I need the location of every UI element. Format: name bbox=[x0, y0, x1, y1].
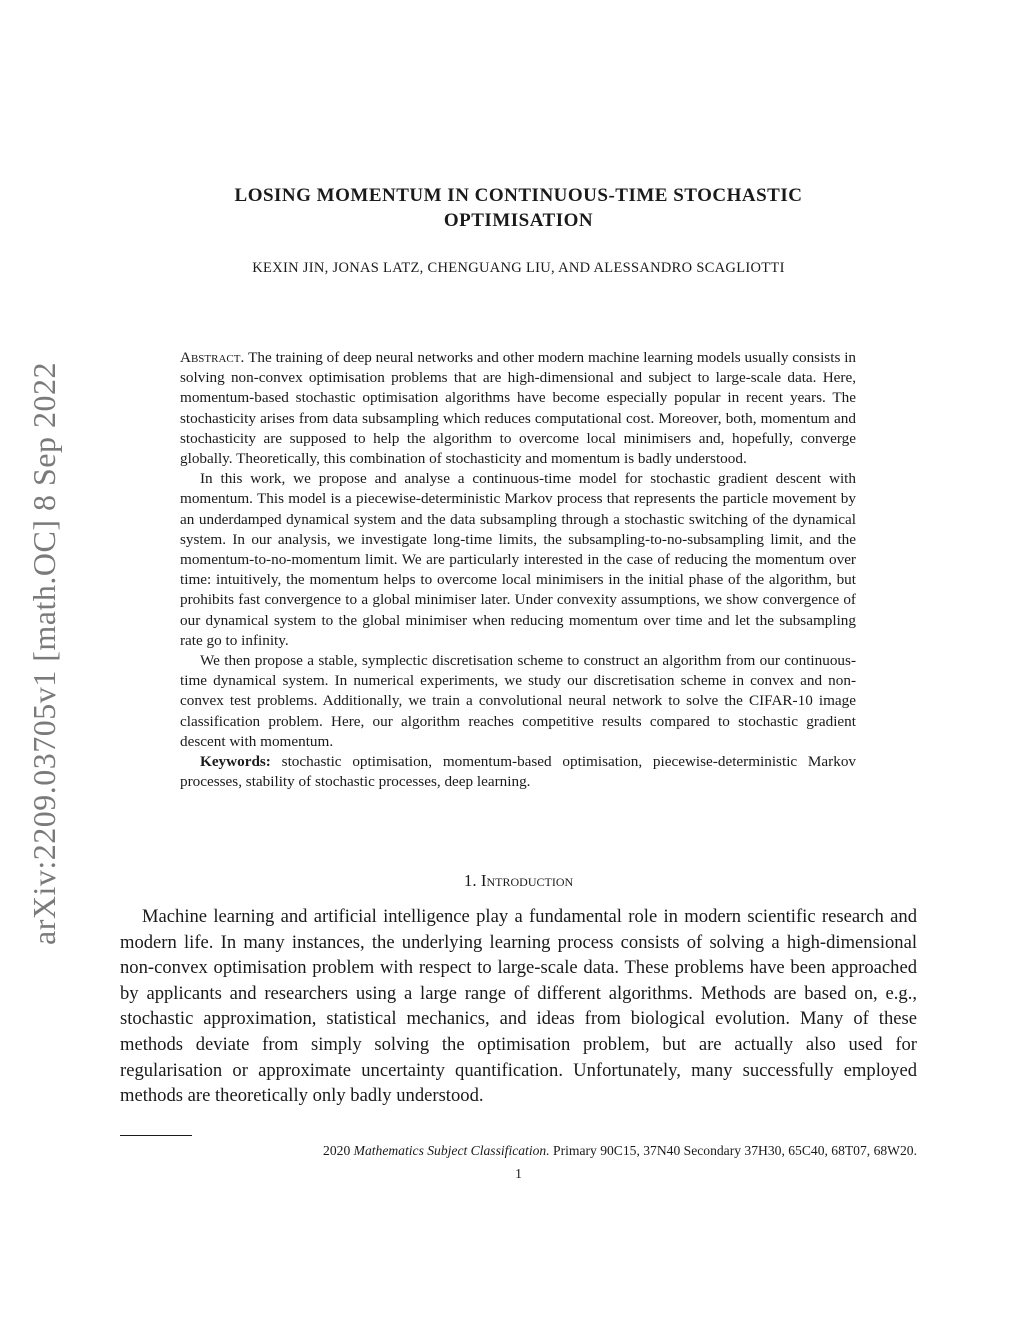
page-number: 1 bbox=[515, 1166, 522, 1181]
arxiv-identifier: arXiv:2209.03705v1 [math.OC] 8 Sep 2022 bbox=[26, 362, 62, 945]
section-heading-introduction bbox=[120, 871, 917, 891]
section-title: Introduction bbox=[480, 871, 574, 890]
paper-title bbox=[120, 183, 917, 233]
abstract-paragraph-1 bbox=[180, 348, 856, 469]
abstract bbox=[180, 348, 856, 792]
abstract-label: Abstract. bbox=[180, 349, 245, 366]
section-number: 1. bbox=[463, 871, 477, 890]
introduction-paragraph: Machine learning and artificial intelligence play a fundamental role in modern scientific research and modern life. In many instances, the underlying learning process consists of solving a high-dimensional non-convex optimisation problem with respect to large-scale data. These problems have been approached by applicants and researchers using a large range of different algorithms. Methods are based on, e.g., stochastic approximation, statistical mechanics, and ideas from biological evolution. Many of these methods deviate from simply solving the optimisation problem, but are actually also used for regularisation or approximate uncertainty quantification. Unfortunately, many successfully employed methods are theoretically only badly understood. bbox=[120, 906, 917, 1107]
abstract-paragraph-2: In this work, we propose and analyse a continuous-time model for stochastic gradient descent with momentum. This model is a piecewise-deterministic Markov process that represents the particle movement by an underdamped dynamical system and the data subsampling through a stochastic switching of the dynamical system. In our analysis, we investigate long-time limits, the subsampling-to-no-subsampling limit, and the momentum-to-no-momentum limit. We are particularly interested in the case of reducing the momentum over time: intuitively, the momentum helps to overcome local minimisers in the initial phase of the algorithm, but prohibits fast convergence to a global minimiser later. Under convexity assumptions, we show convergence of our dynamical system to the global minimiser when reducing momentum over time and let the subsampling rate go to infinity. bbox=[180, 470, 856, 649]
keywords-label: Keywords: bbox=[200, 753, 271, 771]
title-line-2: OPTIMISATION bbox=[443, 210, 594, 231]
footnote-rule bbox=[120, 1135, 192, 1136]
keywords bbox=[180, 752, 856, 792]
footnote-codes: Primary 90C15, 37N40 Secondary 37H30, 65C40, 68T07, 68W20. bbox=[553, 1143, 917, 1158]
footnote-label: Mathematics Subject Classification. bbox=[353, 1143, 550, 1158]
abstract-paragraph-3: We then propose a stable, symplectic discretisation scheme to construct an algorithm from our continuous-time dynamical system. In numerical experiments, we study our discretisation scheme in convex and non-convex test problems. Additionally, we train a convolutional neural network to solve the CIFAR-10 image classification problem. Here, our algorithm reaches competitive results compared to stochastic gradient descent with momentum. bbox=[180, 652, 856, 750]
footnote-year: 2020 bbox=[323, 1143, 351, 1158]
footnote-msc bbox=[120, 1143, 917, 1159]
title-line-1: LOSING MOMENTUM IN CONTINUOUS-TIME STOCHASTIC bbox=[234, 185, 803, 206]
abstract-text-1: The training of deep neural networks and other modern machine learning models usually consists in solving non-convex optimisation problems that are high-dimensional and subject to large-scale data. Here, momentum-based stochastic optimisation algorithms have become especially popular in recent years. The stochasticity arises from data subsampling which reduces computational cost. Moreover, both, momentum and stochasticity are supposed to help the algorithm to overcome local minimisers and, hopefully, converge globally. Theoretically, this combination of stochasticity and momentum is badly understood. bbox=[180, 349, 857, 468]
keywords-text: stochastic optimisation, momentum-based optimisation, piecewise-deterministic Markov processes, stability of stochastic processes, deep learning. bbox=[180, 753, 857, 791]
author-list: KEXIN JIN, JONAS LATZ, CHENGUANG LIU, AND ALESSANDRO SCAGLIOTTI bbox=[252, 260, 785, 276]
